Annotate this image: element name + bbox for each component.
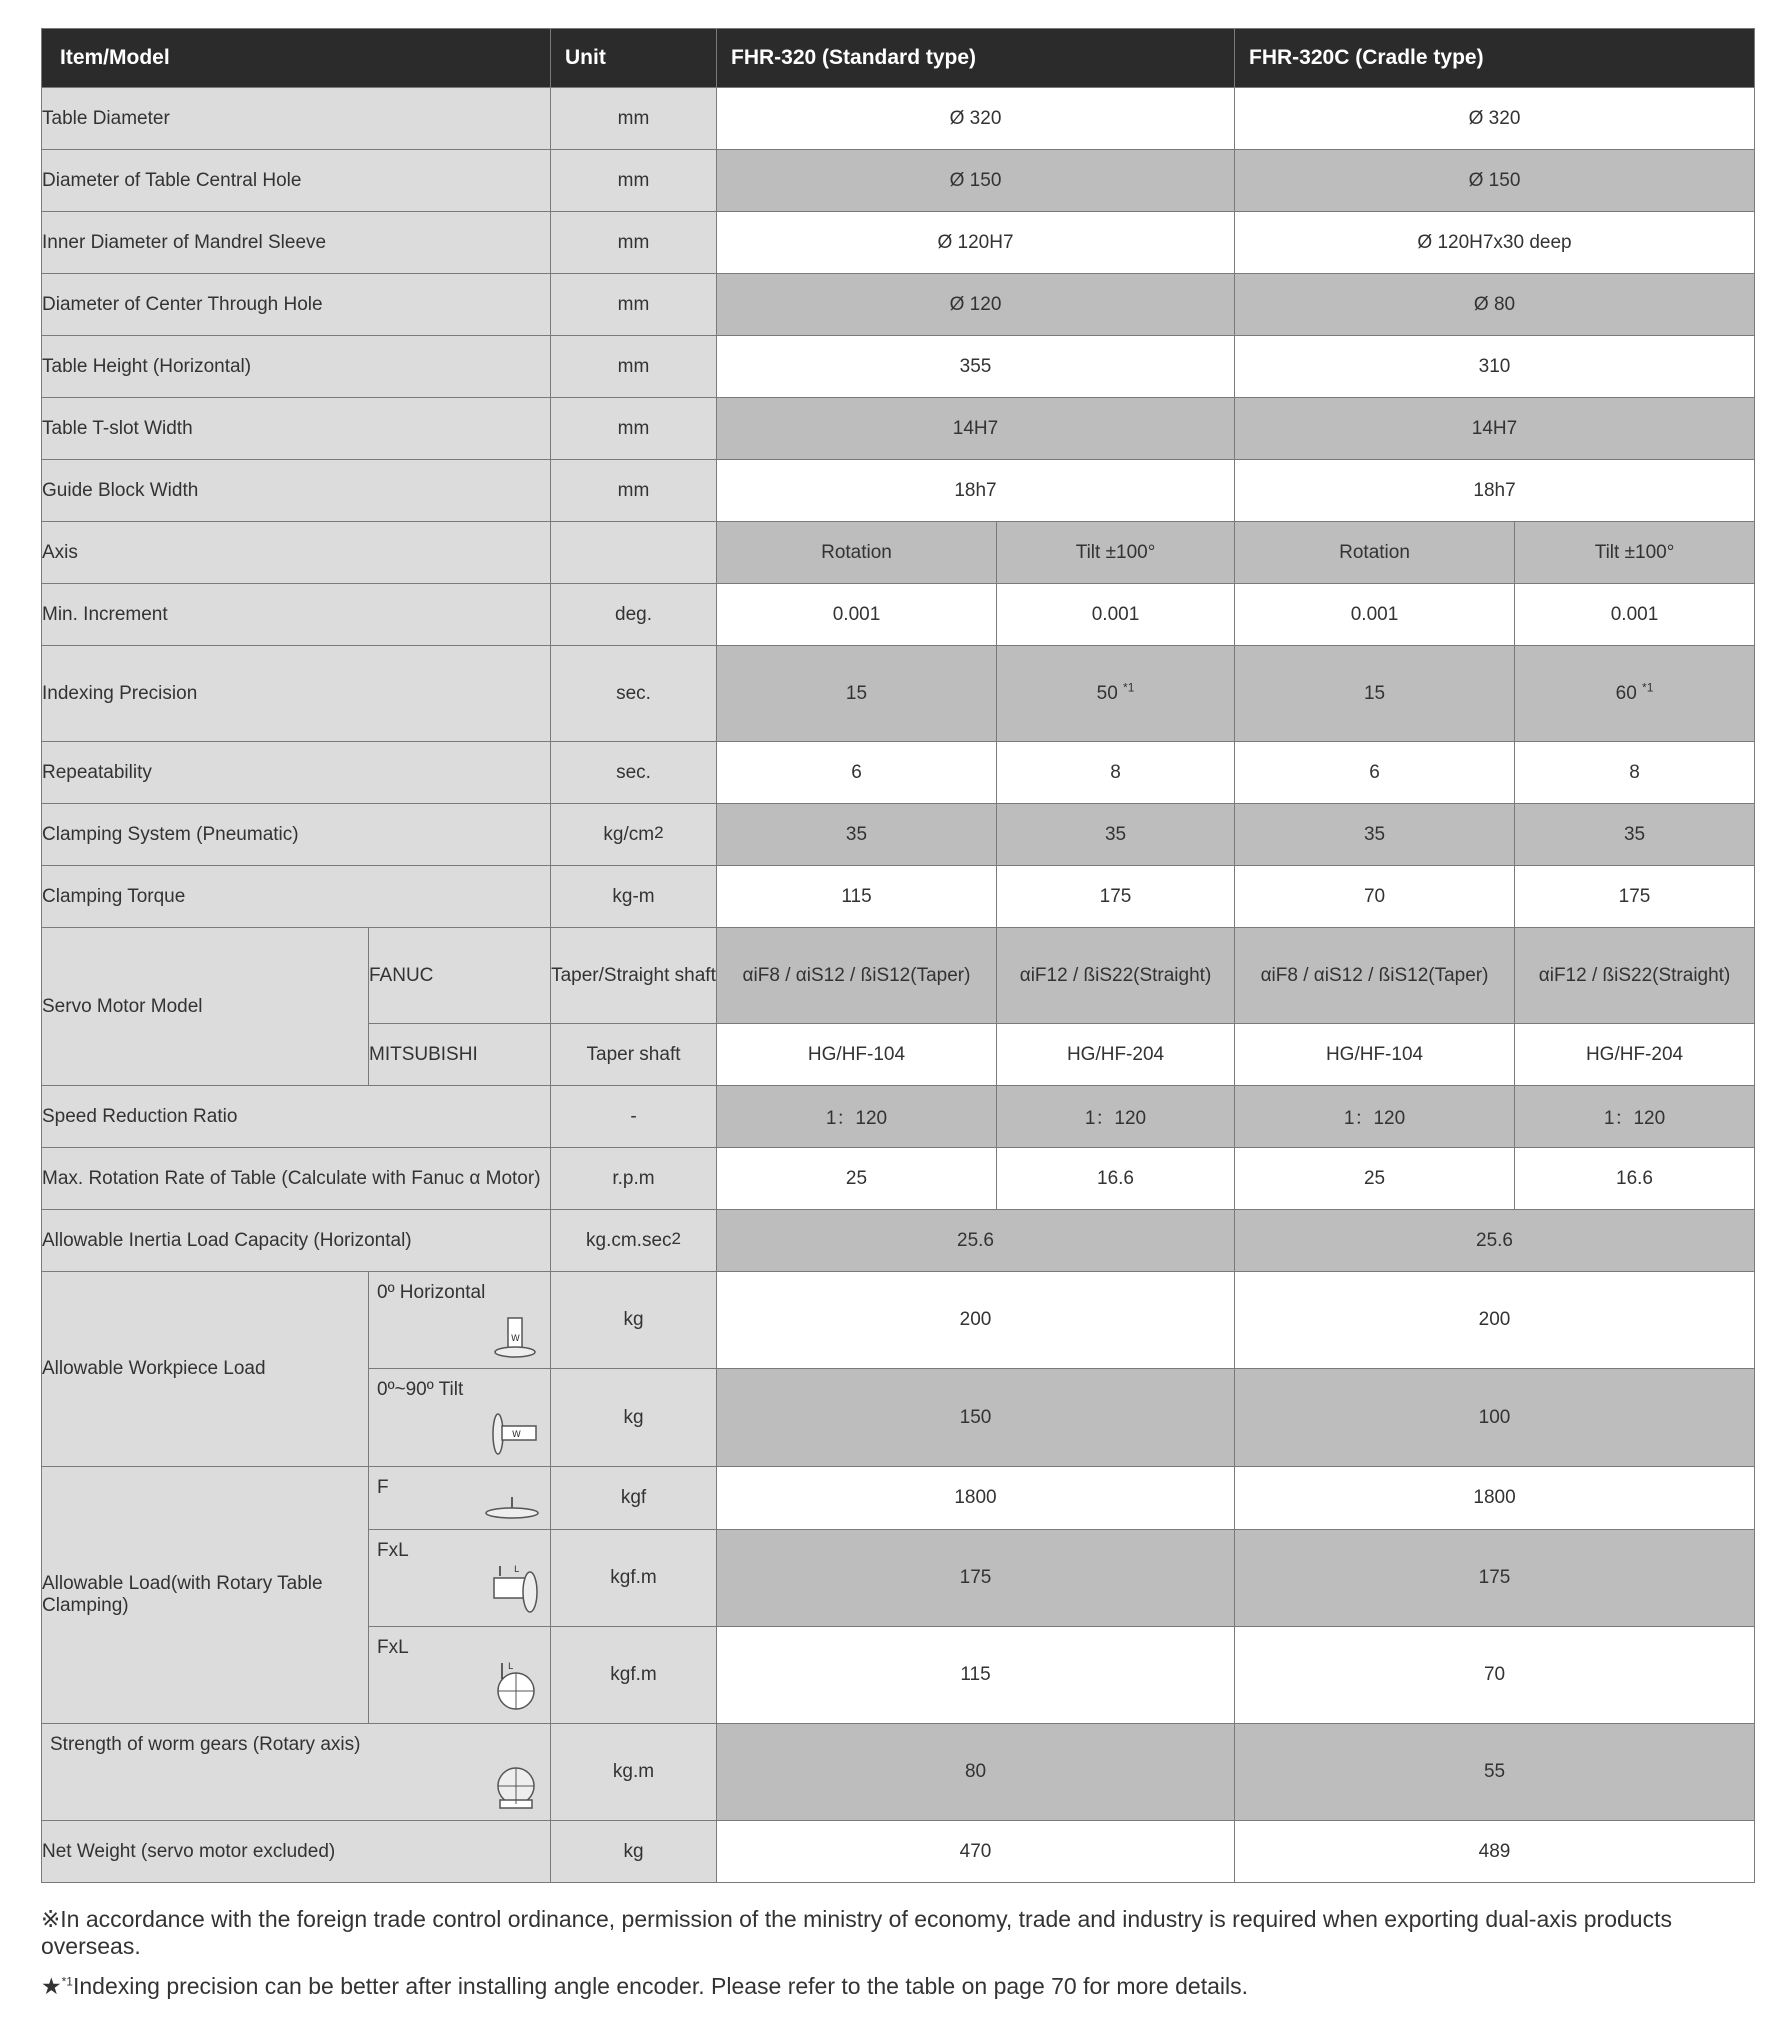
value-a1: 6 bbox=[717, 742, 997, 804]
unit-superscript: 2 bbox=[654, 823, 664, 842]
value-a: 150 bbox=[717, 1369, 1235, 1467]
row-label: Diameter of Center Through Hole bbox=[42, 274, 551, 336]
value-a: Ø 120 bbox=[717, 274, 1235, 336]
value-a2: HG/HF-204 bbox=[997, 1024, 1235, 1086]
tangential-load-icon bbox=[492, 1659, 540, 1715]
row-min-increment bbox=[42, 584, 1755, 646]
row-clamp-load-f bbox=[42, 1467, 1755, 1530]
value-a: 80 bbox=[717, 1724, 1235, 1821]
value-a: Ø 150 bbox=[717, 150, 1235, 212]
unit-superscript: 2 bbox=[671, 1229, 681, 1248]
row-unit: kg bbox=[551, 1821, 717, 1883]
row-label: Clamping System (Pneumatic) bbox=[42, 804, 551, 866]
row-label: Min. Increment bbox=[42, 584, 551, 646]
value-a: 470 bbox=[717, 1821, 1235, 1883]
value-text: 50 bbox=[1096, 682, 1118, 704]
row-unit: kg.m bbox=[551, 1724, 717, 1821]
row-unit: mm bbox=[551, 212, 717, 274]
row-table-diameter bbox=[42, 88, 1755, 150]
row-unit: mm bbox=[551, 88, 717, 150]
row-sublabel-cell bbox=[369, 1627, 551, 1724]
row-unit: mm bbox=[551, 336, 717, 398]
row-central-hole bbox=[42, 150, 1755, 212]
value-b: 100 bbox=[1235, 1369, 1755, 1467]
value-a1: αiF8 / αiS12 / ßiS12(Taper) bbox=[717, 928, 997, 1024]
row-label: Inner Diameter of Mandrel Sleeve bbox=[42, 212, 551, 274]
value-b2: αiF12 / ßiS22(Straight) bbox=[1515, 928, 1755, 1024]
footnotes bbox=[41, 1906, 1754, 2000]
row-tslot bbox=[42, 398, 1755, 460]
value-b2: 16.6 bbox=[1515, 1148, 1755, 1210]
value-b1: αiF8 / αiS12 / ßiS12(Taper) bbox=[1235, 928, 1515, 1024]
row-unit: kgf.m bbox=[551, 1627, 717, 1724]
value-a2: 8 bbox=[997, 742, 1235, 804]
footnote-mark: *1 bbox=[1123, 680, 1135, 695]
row-table-height bbox=[42, 336, 1755, 398]
row-unit: mm bbox=[551, 150, 717, 212]
footnote-mark: *1 bbox=[61, 1974, 73, 1989]
value-a1: 25 bbox=[717, 1148, 997, 1210]
row-unit: - bbox=[551, 1086, 717, 1148]
value-a: 14H7 bbox=[717, 398, 1235, 460]
value-b: 18h7 bbox=[1235, 460, 1755, 522]
value-b: 1800 bbox=[1235, 1467, 1755, 1530]
row-unit: sec. bbox=[551, 646, 717, 742]
value-b1: 35 bbox=[1235, 804, 1515, 866]
row-reduction bbox=[42, 1086, 1755, 1148]
row-unit: kg bbox=[551, 1369, 717, 1467]
row-sublabel: F bbox=[377, 1477, 389, 1498]
value-a1: HG/HF-104 bbox=[717, 1024, 997, 1086]
row-workpiece-horizontal bbox=[42, 1272, 1755, 1369]
axial-force-icon bbox=[484, 1497, 540, 1521]
row-label: Repeatability bbox=[42, 742, 551, 804]
row-sublabel-cell bbox=[369, 1369, 551, 1467]
value-a2: 0.001 bbox=[997, 584, 1235, 646]
row-unit: sec. bbox=[551, 742, 717, 804]
header-model-b: FHR-320C (Cradle type) bbox=[1235, 29, 1755, 88]
row-servo-fanuc bbox=[42, 928, 1755, 1024]
indexing-note bbox=[41, 1973, 1754, 2000]
value-a: Ø 120H7 bbox=[717, 212, 1235, 274]
value-b2: 35 bbox=[1515, 804, 1755, 866]
row-label: Max. Rotation Rate of Table (Calculate with Fanuc α Motor) bbox=[42, 1148, 551, 1210]
value-a: Ø 320 bbox=[717, 88, 1235, 150]
row-sublabel: FxL bbox=[377, 1637, 409, 1658]
svg-text:L: L bbox=[508, 1662, 514, 1672]
value-a: 200 bbox=[717, 1272, 1235, 1369]
horizontal-load-icon bbox=[494, 1314, 540, 1360]
row-unit: kg bbox=[551, 1272, 717, 1369]
header-item: Item/Model bbox=[42, 29, 551, 88]
row-label: Clamping Torque bbox=[42, 866, 551, 928]
row-sublabel-cell bbox=[369, 1530, 551, 1627]
unit-text: kg.cm.sec bbox=[586, 1230, 672, 1251]
value-a2 bbox=[997, 646, 1235, 742]
footnote-mark: *1 bbox=[1642, 680, 1654, 695]
row-sublabel: FANUC bbox=[369, 928, 551, 1024]
value-a2: 16.6 bbox=[997, 1148, 1235, 1210]
value-b2 bbox=[1515, 646, 1755, 742]
value-a: 18h7 bbox=[717, 460, 1235, 522]
value-b2: 0.001 bbox=[1515, 584, 1755, 646]
value-b2: 1：120 bbox=[1515, 1086, 1755, 1148]
value-a2: 35 bbox=[997, 804, 1235, 866]
row-max-rotation bbox=[42, 1148, 1755, 1210]
unit-text: kg/cm bbox=[603, 824, 655, 845]
row-sublabel-cell bbox=[369, 1467, 551, 1530]
row-sublabel-cell bbox=[369, 1272, 551, 1369]
value-b1: 6 bbox=[1235, 742, 1515, 804]
spec-table bbox=[41, 28, 1755, 1883]
row-unit: kg-m bbox=[551, 866, 717, 928]
row-label: Net Weight (servo motor excluded) bbox=[42, 1821, 551, 1883]
value-b: 200 bbox=[1235, 1272, 1755, 1369]
row-unit: mm bbox=[551, 274, 717, 336]
row-axis bbox=[42, 522, 1755, 584]
value-b1: HG/HF-104 bbox=[1235, 1024, 1515, 1086]
row-label: Diameter of Table Central Hole bbox=[42, 150, 551, 212]
svg-text:W: W bbox=[511, 1334, 520, 1344]
value-a: 25.6 bbox=[717, 1210, 1235, 1272]
row-label: Allowable Workpiece Load bbox=[42, 1272, 369, 1467]
row-inertia bbox=[42, 1210, 1755, 1272]
value-b1: 70 bbox=[1235, 866, 1515, 928]
row-repeatability bbox=[42, 742, 1755, 804]
row-label: Strength of worm gears (Rotary axis) bbox=[50, 1734, 361, 1755]
row-label: Allowable Load(with Rotary Table Clamping) bbox=[42, 1467, 369, 1724]
row-unit: kgf bbox=[551, 1467, 717, 1530]
value-a1: 115 bbox=[717, 866, 997, 928]
value-b1: 25 bbox=[1235, 1148, 1515, 1210]
row-label: Indexing Precision bbox=[42, 646, 551, 742]
row-label: Guide Block Width bbox=[42, 460, 551, 522]
row-sublabel: FxL bbox=[377, 1540, 409, 1561]
value-b: 25.6 bbox=[1235, 1210, 1755, 1272]
spec-table-container bbox=[41, 28, 1754, 1883]
value-a: 355 bbox=[717, 336, 1235, 398]
row-label: Table Diameter bbox=[42, 88, 551, 150]
svg-text:W: W bbox=[512, 1430, 521, 1440]
value-b: 55 bbox=[1235, 1724, 1755, 1821]
export-note: ※In accordance with the foreign trade control ordinance, permission of the ministry of economy, trade and industry is required when exporting dual-axis products overseas. bbox=[41, 1906, 1672, 1959]
value-a2: 175 bbox=[997, 866, 1235, 928]
value-b: Ø 150 bbox=[1235, 150, 1755, 212]
row-unit: mm bbox=[551, 460, 717, 522]
row-label-cell bbox=[42, 1724, 551, 1821]
value-a1: Rotation bbox=[717, 522, 997, 584]
star-icon: ★ bbox=[41, 1973, 62, 1999]
value-b: 14H7 bbox=[1235, 398, 1755, 460]
value-a2: αiF12 / ßiS22(Straight) bbox=[997, 928, 1235, 1024]
row-unit: r.p.m bbox=[551, 1148, 717, 1210]
row-guide-block bbox=[42, 460, 1755, 522]
value-a2: Tilt ±100° bbox=[997, 522, 1235, 584]
value-b2: 8 bbox=[1515, 742, 1755, 804]
row-unit bbox=[551, 1210, 717, 1272]
row-label: Allowable Inertia Load Capacity (Horizontal) bbox=[42, 1210, 551, 1272]
value-a: 1800 bbox=[717, 1467, 1235, 1530]
value-b2: 175 bbox=[1515, 866, 1755, 928]
value-b1: Rotation bbox=[1235, 522, 1515, 584]
row-unit: Taper shaft bbox=[551, 1024, 717, 1086]
tilt-load-icon bbox=[490, 1412, 540, 1458]
value-b: 489 bbox=[1235, 1821, 1755, 1883]
svg-text:L: L bbox=[514, 1565, 520, 1575]
value-b: 70 bbox=[1235, 1627, 1755, 1724]
row-net-weight bbox=[42, 1821, 1755, 1883]
value-a2: 1：120 bbox=[997, 1086, 1235, 1148]
row-clamping-torque bbox=[42, 866, 1755, 928]
value-b1: 0.001 bbox=[1235, 584, 1515, 646]
value-b2: Tilt ±100° bbox=[1515, 522, 1755, 584]
row-mandrel bbox=[42, 212, 1755, 274]
value-a1: 35 bbox=[717, 804, 997, 866]
row-through-hole bbox=[42, 274, 1755, 336]
row-clamping-system bbox=[42, 804, 1755, 866]
value-a: 115 bbox=[717, 1627, 1235, 1724]
row-label: Servo Motor Model bbox=[42, 928, 369, 1086]
row-unit bbox=[551, 804, 717, 866]
value-b: Ø 80 bbox=[1235, 274, 1755, 336]
worm-gear-icon bbox=[492, 1762, 540, 1812]
value-b: Ø 320 bbox=[1235, 88, 1755, 150]
row-unit: Taper/Straight shaft bbox=[551, 928, 717, 1024]
value-a1: 1：120 bbox=[717, 1086, 997, 1148]
row-sublabel: 0º~90º Tilt bbox=[377, 1379, 464, 1400]
value-a1: 0.001 bbox=[717, 584, 997, 646]
value-b1: 15 bbox=[1235, 646, 1515, 742]
row-label: Table T-slot Width bbox=[42, 398, 551, 460]
row-label: Axis bbox=[42, 522, 551, 584]
value-b: 310 bbox=[1235, 336, 1755, 398]
row-label: Speed Reduction Ratio bbox=[42, 1086, 551, 1148]
value-text: 60 bbox=[1615, 682, 1637, 704]
row-indexing bbox=[42, 646, 1755, 742]
moment-load-icon bbox=[490, 1562, 540, 1618]
row-unit bbox=[551, 522, 717, 584]
row-unit: deg. bbox=[551, 584, 717, 646]
value-b2: HG/HF-204 bbox=[1515, 1024, 1755, 1086]
header-row bbox=[42, 29, 1755, 88]
value-b: Ø 120H7x30 deep bbox=[1235, 212, 1755, 274]
row-sublabel: MITSUBISHI bbox=[369, 1024, 551, 1086]
row-label: Table Height (Horizontal) bbox=[42, 336, 551, 398]
value-a: 175 bbox=[717, 1530, 1235, 1627]
row-unit: mm bbox=[551, 398, 717, 460]
header-model-a: FHR-320 (Standard type) bbox=[717, 29, 1235, 88]
value-b1: 1：120 bbox=[1235, 1086, 1515, 1148]
indexing-note-text: Indexing precision can be better after installing angle encoder. Please refer to the table on page 70 for more details. bbox=[72, 1973, 1248, 1999]
row-unit: kgf.m bbox=[551, 1530, 717, 1627]
value-b: 175 bbox=[1235, 1530, 1755, 1627]
row-sublabel: 0º Horizontal bbox=[377, 1282, 486, 1303]
row-worm-gear bbox=[42, 1724, 1755, 1821]
header-unit: Unit bbox=[551, 29, 717, 88]
value-a1: 15 bbox=[717, 646, 997, 742]
